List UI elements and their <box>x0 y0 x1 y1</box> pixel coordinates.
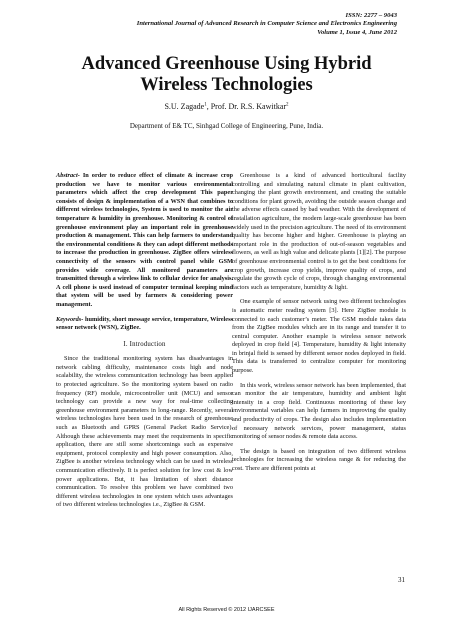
page-number: 31 <box>398 576 405 584</box>
keywords-label: Keywords- <box>56 315 84 323</box>
journal-name: International Journal of Advanced Research in Computer Science and Electronics Engineering <box>136 20 397 27</box>
keywords <box>56 316 233 333</box>
footer-copyright: All Rights Reserved © 2012 IJARCSEE <box>178 607 275 613</box>
section-heading-introduction: I. Introduction <box>123 340 166 348</box>
intro-paragraph-1: Since the traditional monitoring system has disadvantages in network cabling difficulty, maintenance costs high and node scalability, the wireless communication technology has been applied to protected agriculture. So the monitoring system based on radio frequency (RF) module, microcontroller unit (MCU) and sensor technology can provide a new way for real-time collecting greenhouse environment parameters in long-range. Recently, several wireless technologies have been used in the research of greenhouse such as Bluetooth and GPRS (General Packet Radio Service). Although these achievements may meet the requirements in specific application, there are still some shortcomings such as expensive equipment, protocol complexity and high power consumption. Also, ZigBee is another wireless technology which can be used in wireless communication effectively. It is perfect solution for low cost & low power applications. But, it has limitation of short distance communication. To resolve this problem we have combined two different wireless technologies in one system which uses advantages of two different wireless technologies i.e., ZigBee & GSM. <box>56 355 233 509</box>
title-line-2: Wireless Technologies <box>140 75 313 95</box>
right-column <box>232 172 406 480</box>
title-line-1: Advanced Greenhouse Using Hybrid <box>81 54 372 74</box>
author-2-sup: 2 <box>286 102 289 108</box>
keywords-text: humidity, short message service, temperature, Wireless sensor network (WSN), ZigBee. <box>56 315 233 332</box>
paper-title <box>0 54 453 96</box>
author-1: S.U. Zagade <box>164 102 205 111</box>
abstract <box>56 172 233 310</box>
author-2: , Prof. Dr. R.S. Kawitkar <box>206 102 287 111</box>
abstract-label: Abstract- <box>56 172 80 179</box>
right-paragraph-4: The design is based on integration of two different wireless technologies for increasing the wireless range & for reducing the cost. There are different points at <box>232 447 406 472</box>
affiliation: Department of E& TC, Sinhgad College of Engineering, Pune, India. <box>129 122 324 130</box>
issn-header: ISSN: 2277 – 9043 <box>345 12 397 19</box>
right-paragraph-2: One example of sensor network using two different technologies is automatic meter reading system [3]. Here ZigBee module is connected to each customer’s meter. The GSM module takes data from the ZigBee modules which are in its range and transfer it to central computer. Another example is wireless sensor network deployed in crop field [4]. Temperature, humidity & light intensity in brinjal field is sensed by different sensor nodes deployed in field. This data is transferred to centralize computer for monitoring purpose. <box>232 298 406 375</box>
right-paragraph-1: Greenhouse is a kind of advanced horticultural facility controlling and simulating natural climate in plant cultivation, changing the plant growth environment, and creating the suitable conditions for plant growth, avoiding the outside season change and the adverse effects caused by bad weather. With the development of installation agriculture, the modern large-scale greenhouse has been widely used in the precision agriculture. The need of its environment quality has become higher and higher. Greenhouse is playing an important role in the production of out-of-season vegetables and flowers, as well as high value and delicate plants [1][2]. The purpose of greenhouse environmental control is to get the best conditions for crop growth, increase crop yields, improve quality of crops, and regulate the growth cycle of crops, through changing environmental factors such as temperature, humidity & light. <box>232 172 406 291</box>
volume-issue: Volume 1, Issue 4, June 2012 <box>317 29 397 36</box>
authors <box>0 102 453 111</box>
abstract-text: In order to reduce effect of climate & increase crop production we have to monitor various environmental parameters which affect the crop development This paper consists of design & implementation of a WSN that combines to different wireless technologies, System is used to monitor the air temperature & humidity in greenhouse. Monitoring & control of greenhouse environment play an important role in greenhouse production & management. This can help farmers to understand the environmental conditions & they can adopt different methods to increase the production in greenhouse. ZigBee offers wireless connectivity of the sensors with control panel while GSM provides wide coverage. All monitored parameters are transmitted through a wireless link to cellular device for analysis. A cell phone is used instead of computer terminal keeping mind that system will be used by farmers & considering power management. <box>56 172 233 308</box>
left-column <box>56 172 233 516</box>
right-paragraph-3: In this work, wireless sensor network has been implemented, that can monitor the air temperature, humidity and ambient light intensity in a crop field. Continuous monitoring of these key environmental variables can help farmers in improving the quality and productivity of crops. The design also includes implementation of necessary network services, power management, status monitoring of sensor nodes & remote data access. <box>232 381 406 441</box>
author-1-sup: 1 <box>204 102 207 108</box>
